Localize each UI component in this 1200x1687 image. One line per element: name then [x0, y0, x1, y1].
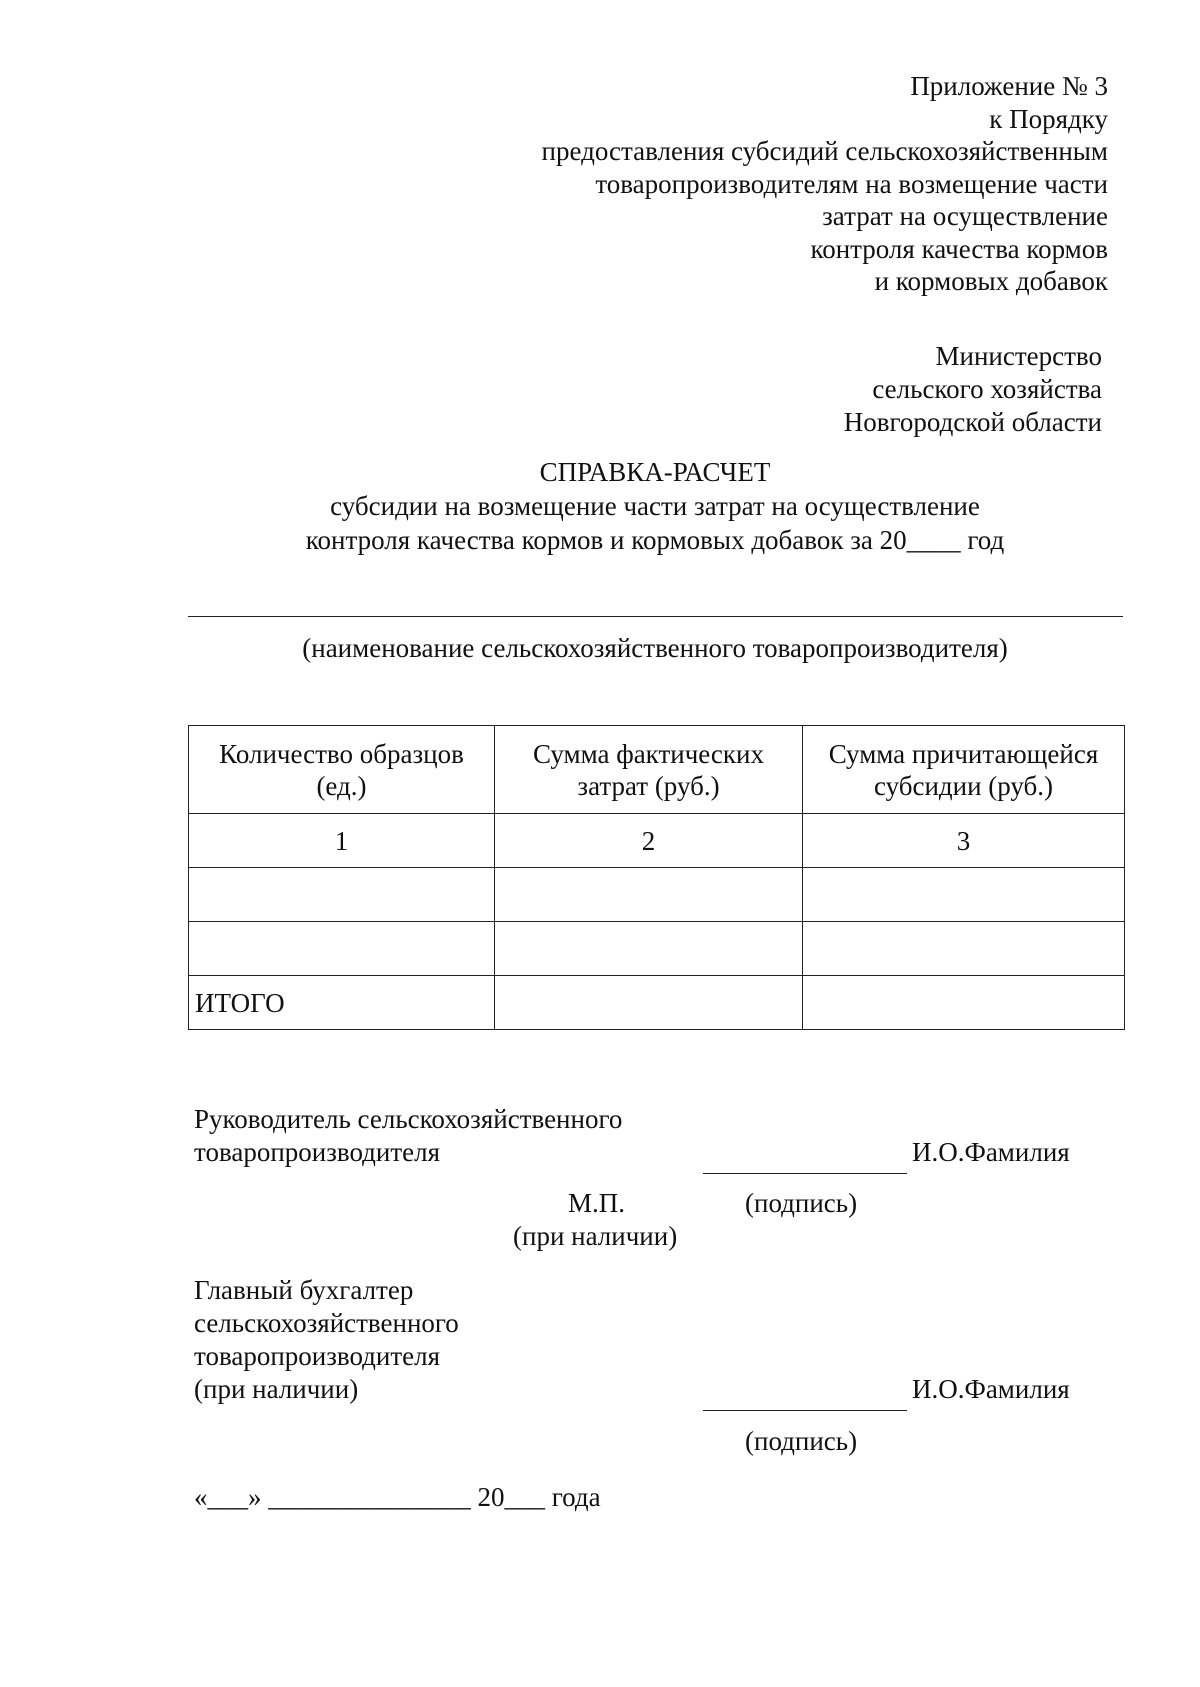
total-costs-cell[interactable]	[495, 976, 803, 1030]
recipient-line: Министерство	[935, 341, 1102, 371]
table-cell[interactable]	[803, 922, 1125, 976]
accountant-title-line: сельскохозяйственного	[194, 1308, 459, 1338]
header-samples-count: Количество образцов (ед.)	[189, 726, 495, 814]
date-suffix: года	[551, 1482, 601, 1512]
date-year-prefix: 20	[477, 1482, 505, 1512]
title-line: контроля качества кормов и кормовых добавок за 20____ год	[305, 525, 1005, 555]
total-row	[189, 976, 1125, 1030]
head-signature-caption: (подпись)	[745, 1188, 858, 1218]
annex-header	[542, 70, 1108, 298]
table-cell[interactable]	[495, 922, 803, 976]
date-day-blank[interactable]: ___	[207, 1482, 248, 1512]
head-title-line1: Руководитель сельскохозяйственного	[194, 1104, 623, 1134]
table-row	[189, 868, 1125, 922]
title-heading: СПРАВКА-РАСЧЕТ	[539, 457, 771, 487]
column-number-row	[189, 814, 1125, 868]
table-header-row	[189, 726, 1125, 814]
recipient-line: сельского хозяйства	[872, 374, 1102, 404]
stamp-label: М.П.	[568, 1188, 626, 1218]
head-title-line2: товаропроизводителя	[194, 1137, 441, 1167]
table-row	[189, 922, 1125, 976]
recipient-block	[844, 340, 1102, 439]
accountant-title-line: (при наличии)	[194, 1374, 359, 1404]
date-line[interactable]	[194, 1481, 601, 1513]
annex-line: предоставления субсидий сельскохозяйственным	[541, 136, 1108, 166]
accountant-title-line: товаропроизводителя	[194, 1341, 441, 1371]
table-cell[interactable]	[803, 868, 1125, 922]
annex-line: Приложение № 3	[910, 71, 1108, 101]
column-number: 1	[189, 814, 495, 868]
document-title	[0, 455, 1200, 557]
head-signature-field[interactable]	[703, 1173, 907, 1174]
date-year-blank[interactable]: ___	[504, 1482, 545, 1512]
accountant-signature-field[interactable]	[703, 1410, 907, 1411]
header-actual-costs: Сумма фактических затрат (руб.)	[495, 726, 803, 814]
head-name: И.О.Фамилия	[912, 1137, 1070, 1167]
date-month-blank[interactable]: _______________	[268, 1482, 471, 1512]
annex-line: контроля качества кормов	[810, 233, 1108, 264]
header-subsidy-amount: Сумма причитающейся субсидии (руб.)	[803, 726, 1125, 814]
accountant-title-line: Главный бухгалтер	[194, 1275, 414, 1305]
producer-name-caption: (наименование сельскохозяйственного товаропроизводителя)	[302, 633, 1008, 663]
annex-line: и кормовых добавок	[874, 266, 1108, 296]
column-number: 2	[495, 814, 803, 868]
table-cell[interactable]	[495, 868, 803, 922]
accountant-name: И.О.Фамилия	[912, 1374, 1070, 1404]
producer-name-field[interactable]	[188, 616, 1123, 617]
annex-line: к Порядку	[989, 103, 1108, 134]
stamp-note: (при наличии)	[513, 1221, 678, 1251]
date-close-quote: »	[248, 1482, 262, 1512]
annex-line: затрат на осуществление	[822, 201, 1108, 231]
column-number: 3	[803, 814, 1125, 868]
table-cell[interactable]	[189, 868, 495, 922]
total-label: ИТОГО	[189, 976, 495, 1030]
recipient-line: Новгородской области	[843, 407, 1102, 437]
calculation-table	[188, 725, 1125, 1030]
table-cell[interactable]	[189, 922, 495, 976]
total-subsidy-cell[interactable]	[803, 976, 1125, 1030]
annex-line: товаропроизводителям на возмещение части	[595, 168, 1108, 199]
accountant-signature-caption: (подпись)	[745, 1426, 858, 1456]
date-open-quote: «	[194, 1482, 208, 1512]
title-line: субсидии на возмещение части затрат на осуществление	[330, 491, 980, 521]
